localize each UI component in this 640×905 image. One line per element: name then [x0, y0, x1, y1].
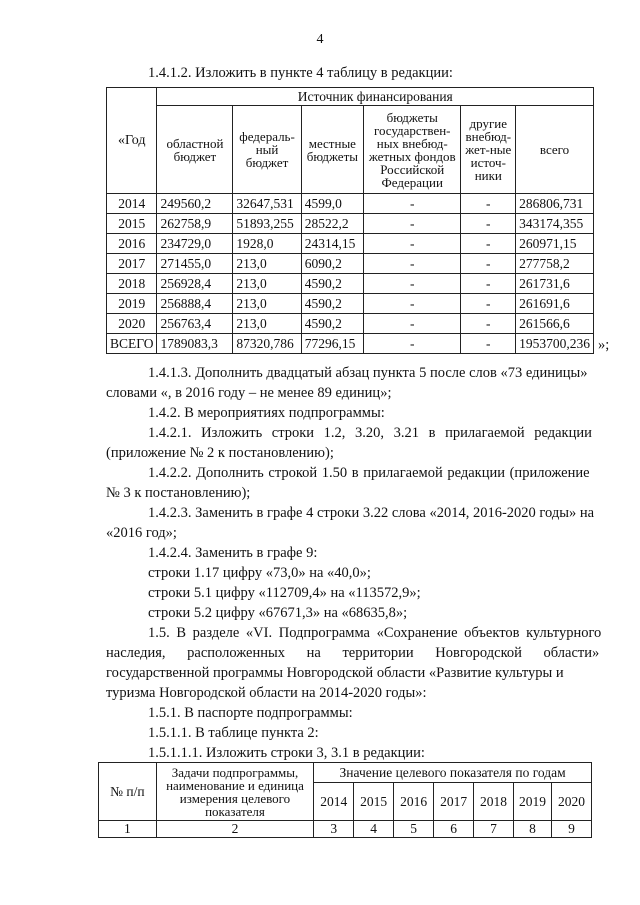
cell-year-2015-federal: 51893,255 [233, 214, 301, 234]
cell-year-2017-regional: 271455,0 [157, 254, 233, 274]
cell-year-2014-extrabudget-funds: - [363, 194, 461, 214]
cell-year-2019-other-sources: - [461, 294, 516, 314]
item-1-5-line4: туризма Новгородской области на 2014-2020 годы»: [106, 685, 427, 701]
column-number-5: 5 [394, 821, 434, 838]
cell-year-2015-regional: 262758,9 [157, 214, 233, 234]
table-row [107, 274, 594, 294]
row-5-2-change: строки 5.2 цифру «67671,3» на «68635,8»; [148, 605, 408, 621]
cell-year-2016-other-sources: - [461, 234, 516, 254]
item-1-4-2-1-line2: (приложение № 2 к постановлению); [106, 445, 334, 461]
cell-year-2014-federal: 32647,531 [233, 194, 301, 214]
cell-year-2018-total: 261731,6 [516, 274, 594, 294]
header-tasks: Задачи подпрограммы, наименование и единица измерения целевого показателя [156, 763, 314, 821]
financing-table [106, 87, 594, 354]
cell-year-2016-year: 2016 [107, 234, 157, 254]
header-year-2020: 2020 [551, 783, 591, 821]
header-target-values: Значение целевого показателя по годам [314, 763, 592, 783]
item-1-5-line2: наследия, расположенных на территории Новгородской области» [106, 645, 600, 661]
column-number-6: 6 [434, 821, 474, 838]
cell-year-2018-year: 2018 [107, 274, 157, 294]
col-header-regional: областной бюджет [157, 106, 233, 194]
target-indicator-table [98, 762, 592, 838]
cell-year-2020-regional: 256763,4 [157, 314, 233, 334]
cell-total-total: 1953700,236 [516, 334, 594, 354]
table-row [107, 254, 594, 274]
item-1-4-2: 1.4.2. В мероприятиях подпрограммы: [148, 405, 385, 421]
column-number-8: 8 [514, 821, 552, 838]
header-year-2014: 2014 [314, 783, 354, 821]
item-1-5-1-1-1: 1.5.1.1.1. Изложить строки 3, 3.1 в редакции: [148, 745, 425, 761]
table-row [107, 194, 594, 214]
cell-total-other-sources: - [461, 334, 516, 354]
cell-year-2017-extrabudget-funds: - [363, 254, 461, 274]
row-1-17-change: строки 1.17 цифру «73,0» на «40,0»; [148, 565, 371, 581]
table-closing-quote: »; [598, 337, 610, 353]
table-row [107, 334, 594, 354]
cell-year-2019-local: 4590,2 [301, 294, 363, 314]
header-number: № п/п [99, 763, 157, 821]
item-1-4-2-2-line2: № 3 к постановлению); [106, 485, 251, 501]
cell-year-2015-extrabudget-funds: - [363, 214, 461, 234]
item-1-4-1-2: 1.4.1.2. Изложить в пункте 4 таблицу в редакции: [148, 65, 453, 81]
cell-year-2019-year: 2019 [107, 294, 157, 314]
cell-total-local: 77296,15 [301, 334, 363, 354]
cell-year-2020-year: 2020 [107, 314, 157, 334]
item-1-5-line3: государственной программы Новгородской области «Развитие культуры и [106, 665, 564, 681]
header-year-2016: 2016 [394, 783, 434, 821]
item-1-4-2-3-line2: «2016 год»; [106, 525, 177, 541]
header-year-2018: 2018 [474, 783, 514, 821]
cell-year-2014-regional: 249560,2 [157, 194, 233, 214]
item-1-4-2-4: 1.4.2.4. Заменить в графе 9: [148, 545, 318, 561]
table-row [107, 234, 594, 254]
cell-year-2017-year: 2017 [107, 254, 157, 274]
col-header-total: всего [516, 106, 594, 194]
column-number-7: 7 [474, 821, 514, 838]
cell-year-2017-local: 6090,2 [301, 254, 363, 274]
cell-year-2014-other-sources: - [461, 194, 516, 214]
page-number: 4 [316, 32, 324, 47]
cell-year-2016-local: 24314,15 [301, 234, 363, 254]
cell-year-2020-local: 4590,2 [301, 314, 363, 334]
cell-year-2016-extrabudget-funds: - [363, 234, 461, 254]
col-header-federal: федераль-ный бюджет [233, 106, 301, 194]
cell-year-2019-extrabudget-funds: - [363, 294, 461, 314]
col-header-other-sources: другие внебюд-жет-ные источ-ники [461, 106, 516, 194]
cell-year-2017-total: 277758,2 [516, 254, 594, 274]
item-1-5-1: 1.5.1. В паспорте подпрограммы: [148, 705, 353, 721]
financing-source-header: Источник финансирования [157, 88, 594, 106]
cell-year-2015-year: 2015 [107, 214, 157, 234]
item-1-5-1-1: 1.5.1.1. В таблице пункта 2: [148, 725, 319, 741]
cell-year-2018-regional: 256928,4 [157, 274, 233, 294]
cell-total-federal: 87320,786 [233, 334, 301, 354]
cell-year-2020-other-sources: - [461, 314, 516, 334]
cell-year-2020-federal: 213,0 [233, 314, 301, 334]
cell-year-2019-federal: 213,0 [233, 294, 301, 314]
item-1-4-2-1-line1: 1.4.2.1. Изложить строки 1.2, 3.20, 3.21 в прилагаемой редакции [148, 425, 592, 441]
year-header: «Год [107, 88, 157, 194]
column-number-2: 2 [156, 821, 314, 838]
item-1-4-2-2-line1: 1.4.2.2. Дополнить строкой 1.50 в прилагаемой редакции (приложение [148, 465, 590, 481]
row-5-1-change: строки 5.1 цифру «112709,4» на «113572,9»; [148, 585, 421, 601]
col-header-local: местные бюджеты [301, 106, 363, 194]
cell-year-2015-other-sources: - [461, 214, 516, 234]
header-year-2015: 2015 [354, 783, 394, 821]
item-1-5-line1: 1.5. В разделе «VI. Подпрограмма «Сохранение объектов культурного [148, 625, 602, 641]
cell-year-2018-federal: 213,0 [233, 274, 301, 294]
cell-total-year: ВСЕГО [107, 334, 157, 354]
cell-year-2014-total: 286806,731 [516, 194, 594, 214]
column-number-9: 9 [551, 821, 591, 838]
cell-year-2015-local: 28522,2 [301, 214, 363, 234]
cell-year-2017-other-sources: - [461, 254, 516, 274]
cell-year-2016-federal: 1928,0 [233, 234, 301, 254]
cell-year-2016-total: 260971,15 [516, 234, 594, 254]
cell-year-2017-federal: 213,0 [233, 254, 301, 274]
item-1-4-2-3-line1: 1.4.2.3. Заменить в графе 4 строки 3.22 слова «2014, 2016-2020 годы» на [148, 505, 595, 521]
cell-year-2016-regional: 234729,0 [157, 234, 233, 254]
cell-year-2020-total: 261566,6 [516, 314, 594, 334]
column-number-4: 4 [354, 821, 394, 838]
column-number-3: 3 [314, 821, 354, 838]
item-1-4-1-3-line2: словами «, в 2016 году – не менее 89 единиц»; [106, 385, 392, 401]
cell-year-2018-other-sources: - [461, 274, 516, 294]
column-number-1: 1 [99, 821, 157, 838]
cell-year-2019-regional: 256888,4 [157, 294, 233, 314]
cell-year-2014-year: 2014 [107, 194, 157, 214]
col-header-extrabudget-funds: бюджеты государствен-ных внебюд-жетных фондов Российской Федерации [363, 106, 461, 194]
cell-year-2018-extrabudget-funds: - [363, 274, 461, 294]
header-year-2017: 2017 [434, 783, 474, 821]
cell-year-2020-extrabudget-funds: - [363, 314, 461, 334]
cell-year-2014-local: 4599,0 [301, 194, 363, 214]
cell-total-regional: 1789083,3 [157, 334, 233, 354]
cell-total-extrabudget-funds: - [363, 334, 461, 354]
cell-year-2018-local: 4590,2 [301, 274, 363, 294]
item-1-4-1-3-line1: 1.4.1.3. Дополнить двадцатый абзац пункта 5 после слов «73 единицы» [148, 365, 588, 381]
header-year-2019: 2019 [514, 783, 552, 821]
cell-year-2015-total: 343174,355 [516, 214, 594, 234]
table-row [107, 314, 594, 334]
table-row [107, 214, 594, 234]
table-row [107, 294, 594, 314]
cell-year-2019-total: 261691,6 [516, 294, 594, 314]
